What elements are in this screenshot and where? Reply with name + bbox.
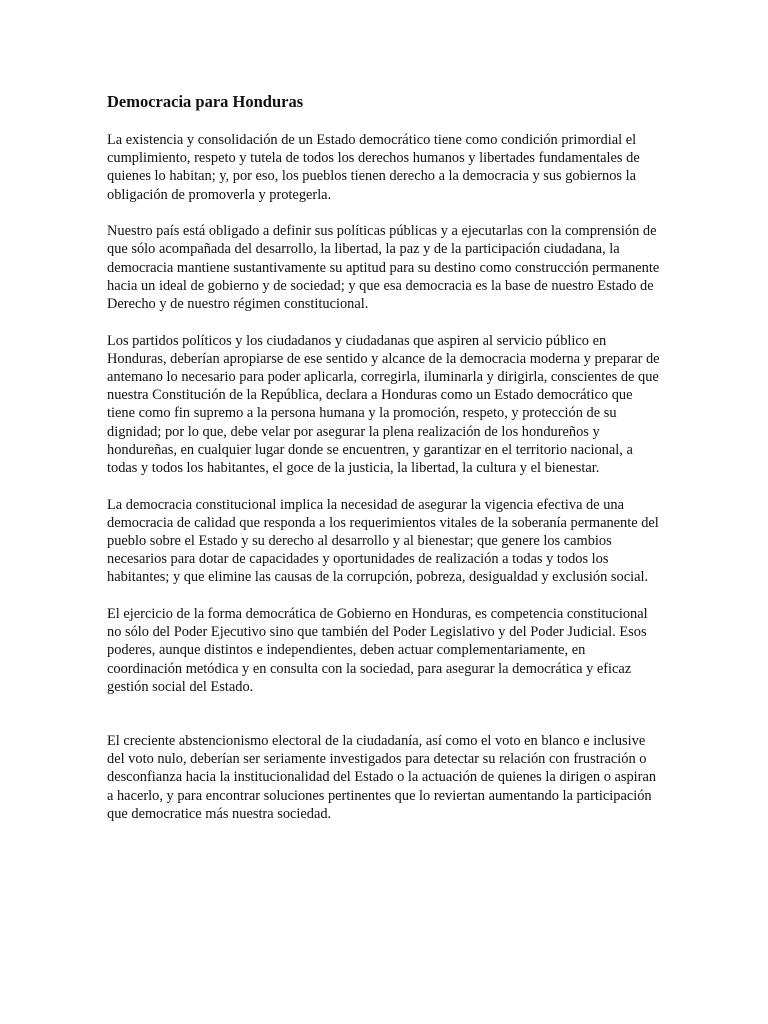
- document-title: Democracia para Honduras: [107, 92, 304, 111]
- document-page: [107, 92, 662, 841]
- paragraph-3: Los partidos políticos y los ciudadanos y ciudadanas que aspiren al servicio público en Honduras, deberían apropiarse de ese sentido y alcance de la democracia moderna y preparar de antemano lo necesario para poder aplicarla, corregirla, iluminarla y dirigirla, conscientes de que nuestra Constitución de la República, declara a Honduras como un Estado democrático que tiene como fin supremo a la persona humana y la promoción, respeto, y protección de su dignidad; por lo que, debe velar por asegurar la plena realización de los hondureños y hondureñas, en cualquier lugar donde se encuentren, y garantizar en el territorio nacional, a todas y todos los habitantes, el goce de la justicia, la libertad, la cultura y el bienestar.: [107, 332, 660, 477]
- paragraph-6: El creciente abstencionismo electoral de la ciudadanía, así como el voto en blanco e inclusive del voto nulo, deberían ser seriamente investigados para detectar su relación con frustración o desconfianza hacia la institucionalidad del Estado o la actuación de quienes la dirigen o aspiran a hacerlo, y para encontrar soluciones pertinentes que lo reviertan aumentando la participación que democratice más nuestra sociedad.: [107, 733, 657, 822]
- paragraph-2: Nuestro país está obligado a definir sus políticas públicas y a ejecutarlas con la comprensión de que sólo acompañada del desarrollo, la libertad, la paz y de la participación ciudadana, la democracia mantiene sustantivamente su aptitud para su destino como construcción permanente hacia un ideal de gobierno y de sociedad; y que esa democracia es la base de nuestro Estado de Derecho y de nuestro régimen constitucional.: [107, 223, 660, 313]
- paragraph-4: La democracia constitucional implica la necesidad de asegurar la vigencia efectiva de una democracia de calidad que responda a los requerimientos vitales de la soberanía permanente del pueblo sobre el Estado y su derecho al desarrollo y al bienestar; que genere los cambios necesarios para dotar de capacidades y oportunidades de realización a todas y todos los habitantes; y que elimine las causas de la corrupción, pobreza, desigualdad y exclusión social.: [107, 496, 659, 586]
- paragraph-1: La existencia y consolidación de un Estado democrático tiene como condición primordial el cumplimiento, respeto y tutela de todos los derechos humanos y libertades fundamentales de quienes lo habitan; y, por eso, los pueblos tienen derecho a la democracia y sus gobiernos la obligación de promoverla y protegerla.: [107, 132, 640, 203]
- paragraph-5: El ejercicio de la forma democrática de Gobierno en Honduras, es competencia constitucional no sólo del Poder Ejecutivo sino que también del Poder Legislativo y del Poder Judicial. Esos poderes, aunque distintos e independientes, deben actuar complementariamente, en coordinación metódica y en consulta con la sociedad, para asegurar la democrática y eficaz gestión social del Estado.: [107, 606, 648, 695]
